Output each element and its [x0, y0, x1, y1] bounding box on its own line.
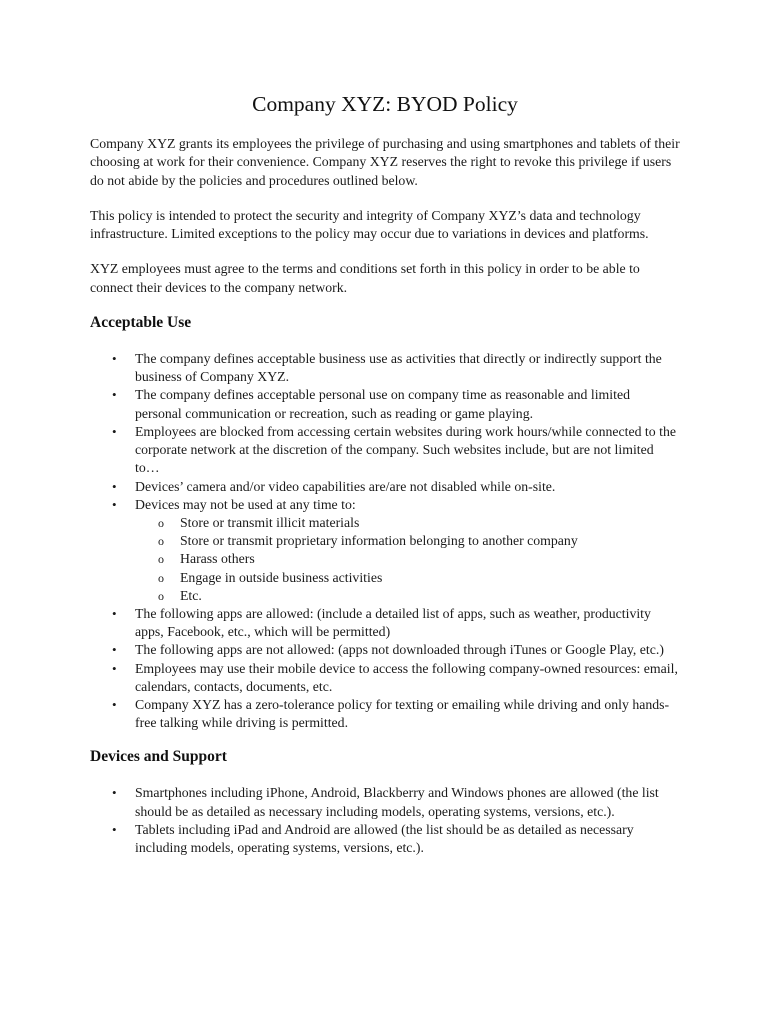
bullet-icon: •	[112, 785, 117, 801]
circle-bullet-icon: o	[158, 515, 164, 530]
list-item-text: The following apps are allowed: (include a detailed list of apps, such as weather, productivity apps, Facebook, etc., which will be permitted)	[135, 605, 651, 640]
list-item-text: Employees may use their mobile device to access the following company-owned resources: email, calendars, contacts, documents, etc.	[135, 660, 678, 694]
bullet-icon: •	[112, 496, 117, 512]
sub-list-item	[90, 514, 680, 532]
bullet-icon: •	[112, 478, 117, 494]
bullet-icon: •	[112, 351, 117, 367]
list-item-text: Company XYZ has a zero-tolerance policy for texting or emailing while driving and only hands-free talking while driving is permitted.	[135, 696, 670, 731]
list-item-text: The company defines acceptable business use as activities that directly or indirectly support the business of Company XYZ.	[135, 351, 662, 385]
circle-bullet-icon: o	[158, 588, 164, 603]
list-item-text: The company defines acceptable personal use on company time as reasonable and limited personal communication or recreation, such as reading or game playing.	[135, 387, 630, 421]
list-item	[90, 696, 680, 732]
bullet-icon: •	[112, 642, 117, 658]
bullet-icon: •	[112, 696, 117, 712]
list-item	[90, 784, 680, 820]
sub-list-item-text: Store or transmit illicit materials	[180, 514, 360, 530]
list-item	[90, 386, 680, 422]
list-item	[90, 660, 680, 696]
list-item-text: Smartphones including iPhone, Android, Blackberry and Windows phones are allowed (the list should be as detailed as necessary including models, operating systems, versions, etc.).	[135, 785, 659, 819]
prohibited-uses-sublist	[90, 514, 680, 605]
bullet-icon: •	[112, 387, 117, 403]
devices-support-heading: Devices and Support	[90, 748, 227, 766]
intro-paragraph-1: Company XYZ grants its employees the privilege of purchasing and using smartphones and tablets of their choosing at work for their convenience. Company XYZ reserves the right to revoke this privilege if users do not abide by the policies and procedures outlined below.	[90, 136, 680, 188]
sub-list-item	[90, 587, 680, 605]
document-title: Company XYZ: BYOD Policy	[252, 92, 518, 116]
bullet-icon: •	[112, 423, 117, 439]
sub-list-item-text: Engage in outside business activities	[180, 569, 383, 585]
list-item	[90, 423, 680, 478]
circle-bullet-icon: o	[158, 534, 164, 549]
acceptable-use-list	[90, 350, 680, 514]
list-item-text: Devices’ camera and/or video capabilities are/are not disabled while on-site.	[135, 478, 556, 494]
sub-list-item-text: Harass others	[180, 551, 255, 567]
document-page	[90, 92, 680, 857]
list-item	[90, 605, 680, 641]
bullet-icon: •	[112, 660, 117, 676]
list-item	[90, 478, 680, 496]
intro-paragraph-2: This policy is intended to protect the security and integrity of Company XYZ’s data and technology infrastructure. Limited exceptions to the policy may occur due to variations in devices and platforms.	[90, 207, 649, 242]
intro-paragraph-3: XYZ employees must agree to the terms and conditions set forth in this policy in order to be able to connect their devices to the company network.	[90, 261, 640, 295]
acceptable-use-heading: Acceptable Use	[90, 314, 192, 332]
acceptable-use-list-continued	[90, 605, 680, 732]
devices-support-list	[90, 784, 680, 857]
list-item-text: The following apps are not allowed: (apps not downloaded through iTunes or Google Play, etc.)	[135, 642, 664, 658]
sub-list-item	[90, 532, 680, 550]
list-item-text: Devices may not be used at any time to:	[135, 496, 356, 512]
list-item-text: Tablets including iPad and Android are allowed (the list should be as detailed as necessary including models, operating systems, versions, etc.).	[135, 821, 634, 855]
list-item-text: Employees are blocked from accessing certain websites during work hours/while connected to the corporate network at the discretion of the company. Such websites include, but are not limited to…	[135, 423, 676, 476]
sub-list-item-text: Store or transmit proprietary information belonging to another company	[180, 533, 578, 549]
list-item	[90, 496, 680, 514]
bullet-icon: •	[112, 821, 117, 837]
list-item	[90, 350, 680, 386]
circle-bullet-icon: o	[158, 552, 164, 567]
sub-list-item	[90, 569, 680, 587]
sub-list-item-text: Etc.	[180, 587, 202, 603]
bullet-icon: •	[112, 605, 117, 621]
list-item	[90, 641, 680, 659]
list-item	[90, 821, 680, 857]
circle-bullet-icon: o	[158, 570, 164, 585]
sub-list-item	[90, 550, 680, 568]
